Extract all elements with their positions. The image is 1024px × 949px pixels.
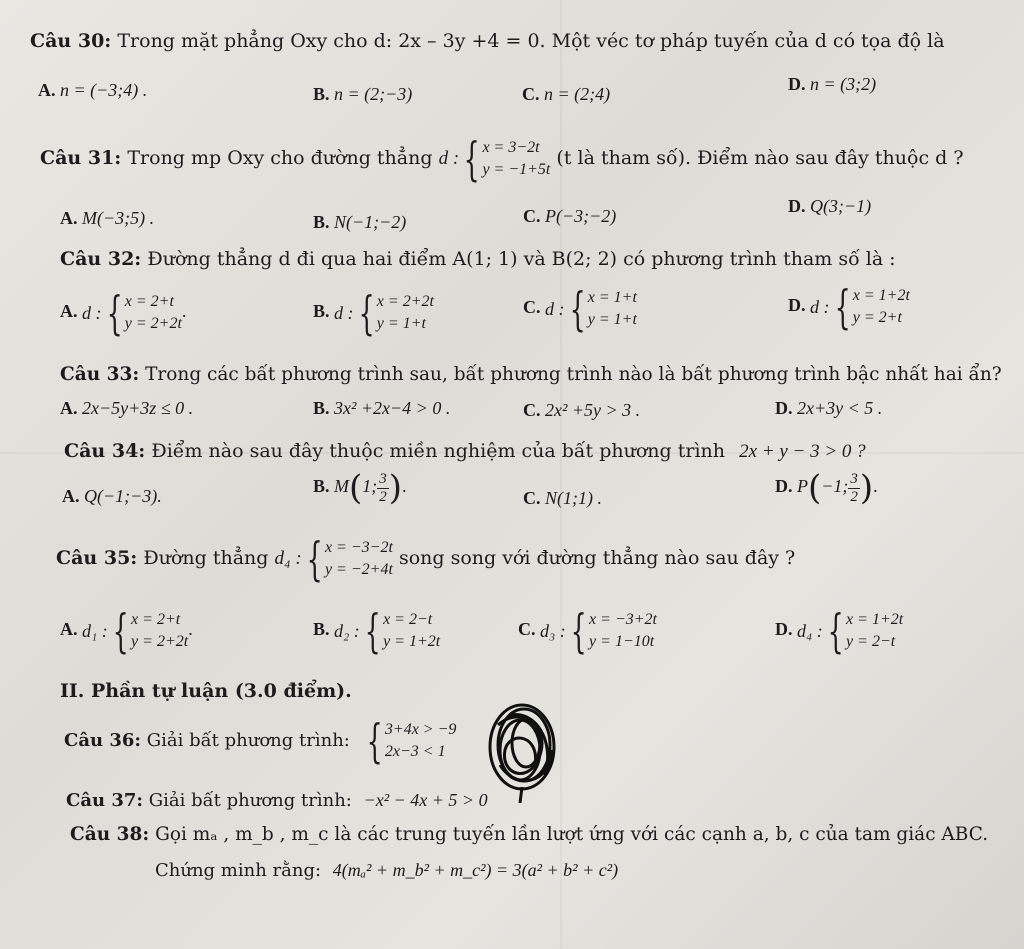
- option-label: D.: [775, 619, 793, 640]
- equation-line: x = 2+t: [131, 611, 181, 628]
- equation-line: x = −3+2t: [589, 611, 657, 628]
- question-35: [56, 532, 796, 586]
- punctuation: .: [181, 301, 187, 322]
- option-b: [313, 468, 407, 508]
- option-value: N(1;1) .: [545, 488, 602, 508]
- equation-line: y = 2+2t: [131, 633, 189, 650]
- option-label: A.: [60, 208, 78, 228]
- option-a: [60, 208, 154, 229]
- coordinate: −1;: [821, 476, 849, 497]
- equation-line: x = 1+2t: [846, 611, 904, 628]
- option-label: B.: [313, 476, 330, 497]
- option-c: [523, 400, 640, 421]
- line-name: d :: [82, 302, 102, 323]
- system-of-equations: d₄ : { x = −3−2t y = −2+4t: [274, 532, 393, 586]
- system-of-equations: d : { x = 3−2t y = −1+5t: [438, 132, 551, 186]
- equation-line: y = 2−t: [846, 633, 896, 650]
- option-value: N(−1;−2): [334, 212, 407, 232]
- equation-line: 3+4x > −9: [384, 721, 457, 738]
- option-value: n = (−3;4) .: [60, 80, 148, 100]
- parenthesis: (: [808, 468, 822, 508]
- equation-line: y = 2+2t: [124, 315, 182, 332]
- question-text: Trong mặt phẳng Oxy cho d: 2x – 3y +4 = 0. Một véc tơ pháp tuyến của d có tọa độ là: [117, 30, 945, 52]
- section-heading: II. Phần tự luận (3.0 điểm).: [60, 680, 352, 702]
- question-32: [60, 248, 896, 270]
- question-text: Đường thẳng d đi qua hai điểm A(1; 1) và B(2; 2) có phương trình tham số là :: [147, 248, 896, 270]
- question-text: Gọi mₐ , m_b , m_c là các trung tuyến lần lượt ứng với các cạnh a, b, c của tam giác ABC.: [155, 824, 989, 845]
- option-label: D.: [788, 74, 806, 94]
- option-label: C.: [518, 619, 536, 640]
- option-label: C.: [523, 488, 541, 508]
- option-label: B.: [313, 619, 330, 640]
- equation-line: y = −1+5t: [482, 161, 551, 178]
- equation-line: y = −2+4t: [324, 561, 393, 578]
- option-b: [313, 84, 412, 105]
- question-text: Giải bất phương trình:: [146, 730, 350, 751]
- option-label: D.: [775, 398, 793, 418]
- fraction-denominator: 2: [850, 488, 858, 505]
- option-d: D. d₄ : { x = 1+2t y = 2−t: [775, 604, 904, 658]
- option-d: [788, 74, 876, 95]
- option-label: A.: [60, 619, 78, 640]
- option-label: B.: [313, 301, 330, 322]
- option-label: C.: [523, 206, 541, 226]
- equation-line: x = 2+2t: [376, 293, 434, 310]
- punctuation: .: [402, 476, 407, 497]
- question-label: Câu 33:: [60, 364, 140, 385]
- coordinate: 1;: [362, 476, 378, 497]
- inequality: 2x + y − 3 > 0 ?: [739, 441, 866, 462]
- proof-statement: [155, 860, 618, 881]
- formula: 4(mₐ² + m_b² + m_c²) = 3(a² + b² + c²): [332, 860, 619, 880]
- parenthesis: (: [349, 468, 363, 508]
- question-label: Câu 36:: [64, 730, 142, 751]
- line-name: d₄ :: [797, 620, 823, 641]
- question-30: [30, 30, 945, 52]
- question-text: Giải bất phương trình:: [148, 790, 352, 811]
- option-label: D.: [788, 295, 806, 316]
- option-value: 2x+3y < 5 .: [797, 398, 883, 418]
- option-label: D.: [775, 476, 793, 497]
- option-label: C.: [522, 84, 540, 104]
- option-b: B. d : { x = 2+2t y = 1+t: [313, 286, 434, 340]
- option-a: [60, 398, 193, 419]
- punctuation: .: [873, 476, 878, 497]
- option-label: B.: [313, 398, 330, 418]
- option-value: n = (2;4): [544, 84, 611, 104]
- option-c: C. d : { x = 1+t y = 1+t: [523, 282, 637, 336]
- option-label: C.: [523, 297, 541, 318]
- option-value: 2x−5y+3z ≤ 0 .: [82, 398, 194, 418]
- line-name: d₃ :: [540, 620, 566, 641]
- question-text: (t là tham số). Điểm nào sau đây thuộc d ?: [556, 147, 964, 169]
- proof-prompt: Chứng minh rằng:: [155, 860, 322, 881]
- line-name: d₂ :: [334, 620, 360, 641]
- equation-line: y = 1+t: [376, 315, 426, 332]
- question-text: Trong các bất phương trình sau, bất phương trình nào là bất phương trình bậc nhất hai ẩn?: [145, 364, 1002, 385]
- question-text: song song với đường thẳng nào sau đây ?: [398, 547, 796, 569]
- point-name: M: [334, 476, 350, 497]
- equation-line: x = 2+t: [124, 293, 174, 310]
- parenthesis: ): [388, 468, 403, 508]
- option-label: A.: [38, 80, 56, 100]
- option-label: B.: [313, 212, 330, 232]
- question-text: Trong mp Oxy cho đường thẳng: [127, 147, 433, 169]
- punctuation: .: [188, 619, 193, 640]
- option-c: [523, 206, 616, 227]
- question-label: Câu 38:: [70, 824, 150, 845]
- fraction-numerator: 3: [379, 470, 387, 487]
- equation-line: x = 1+2t: [852, 287, 910, 304]
- option-value: n = (2;−3): [334, 84, 413, 104]
- line-name: d :: [334, 302, 354, 323]
- option-c: [523, 488, 602, 509]
- option-a: [62, 486, 162, 507]
- option-value: Q(3;−1): [810, 196, 872, 216]
- equation-line: x = 2−t: [383, 611, 433, 628]
- fraction-denominator: 2: [379, 488, 387, 505]
- question-label: Câu 30:: [30, 30, 112, 52]
- option-label: C.: [523, 400, 541, 420]
- parenthesis: ): [859, 468, 874, 508]
- option-value: n = (3;2): [810, 74, 877, 94]
- option-d: [775, 468, 878, 508]
- option-b: [313, 398, 450, 419]
- question-38: [70, 824, 988, 845]
- ink-scribble: [480, 695, 570, 805]
- line-name: d :: [810, 296, 830, 317]
- option-value: P(−3;−2): [545, 206, 617, 226]
- option-label: A.: [60, 301, 78, 322]
- question-36: Câu 36: Giải bất phương trình: { 3+4x > −9 2x−3 < 1: [64, 714, 457, 768]
- equation-line: x = 3−2t: [482, 139, 540, 156]
- option-c: C. d₃ : { x = −3+2t y = 1−10t: [518, 604, 657, 658]
- equation-line: x = −3−2t: [324, 539, 393, 556]
- equation-line: y = 1+2t: [383, 633, 441, 650]
- option-d: [775, 398, 882, 419]
- question-34: [64, 440, 866, 463]
- point-name: P: [797, 476, 808, 497]
- option-c: [522, 84, 610, 105]
- equation-line: x = 1+t: [587, 289, 637, 306]
- option-value: Q(−1;−3).: [84, 486, 162, 506]
- option-a: A. d : { x = 2+t y = 2+2t .: [60, 286, 187, 340]
- option-label: D.: [788, 196, 806, 216]
- question-label: Câu 32:: [60, 248, 142, 270]
- option-label: A.: [62, 486, 80, 506]
- fraction-numerator: 3: [850, 470, 858, 487]
- question-label: Câu 35:: [56, 547, 138, 569]
- question-text: Điểm nào sau đây thuộc miền nghiệm của bất phương trình: [151, 440, 726, 462]
- option-a: [38, 80, 147, 101]
- equation-line: 2x−3 < 1: [384, 743, 446, 760]
- option-value: 2x² +5y > 3 .: [545, 400, 641, 420]
- question-label: Câu 37:: [66, 790, 144, 811]
- question-31: [40, 132, 964, 186]
- question-label: Câu 31:: [40, 147, 122, 169]
- equation-line: y = 1+t: [587, 311, 637, 328]
- inequality: −x² − 4x + 5 > 0: [363, 790, 488, 810]
- option-d: [788, 196, 871, 217]
- option-value: M(−3;5) .: [82, 208, 155, 228]
- question-text: Đường thẳng: [143, 547, 269, 569]
- line-name: d₄ :: [274, 548, 302, 569]
- option-label: A.: [60, 398, 78, 418]
- option-b: [313, 212, 406, 233]
- line-name: d :: [545, 298, 565, 319]
- question-label: Câu 34:: [64, 440, 146, 462]
- option-d: D. d : { x = 1+2t y = 2+t: [788, 280, 910, 334]
- option-label: B.: [313, 84, 330, 104]
- option-a: A. d₁ : { x = 2+t y = 2+2t .: [60, 604, 193, 658]
- question-37: [66, 790, 488, 811]
- option-b: B. d₂ : { x = 2−t y = 1+2t: [313, 604, 441, 658]
- option-value: 3x² +2x−4 > 0 .: [334, 398, 451, 418]
- question-33: [60, 364, 1002, 385]
- equation-line: y = 2+t: [852, 309, 902, 326]
- line-name: d :: [438, 148, 460, 169]
- line-name: d₁ :: [82, 620, 108, 641]
- equation-line: y = 1−10t: [589, 633, 655, 650]
